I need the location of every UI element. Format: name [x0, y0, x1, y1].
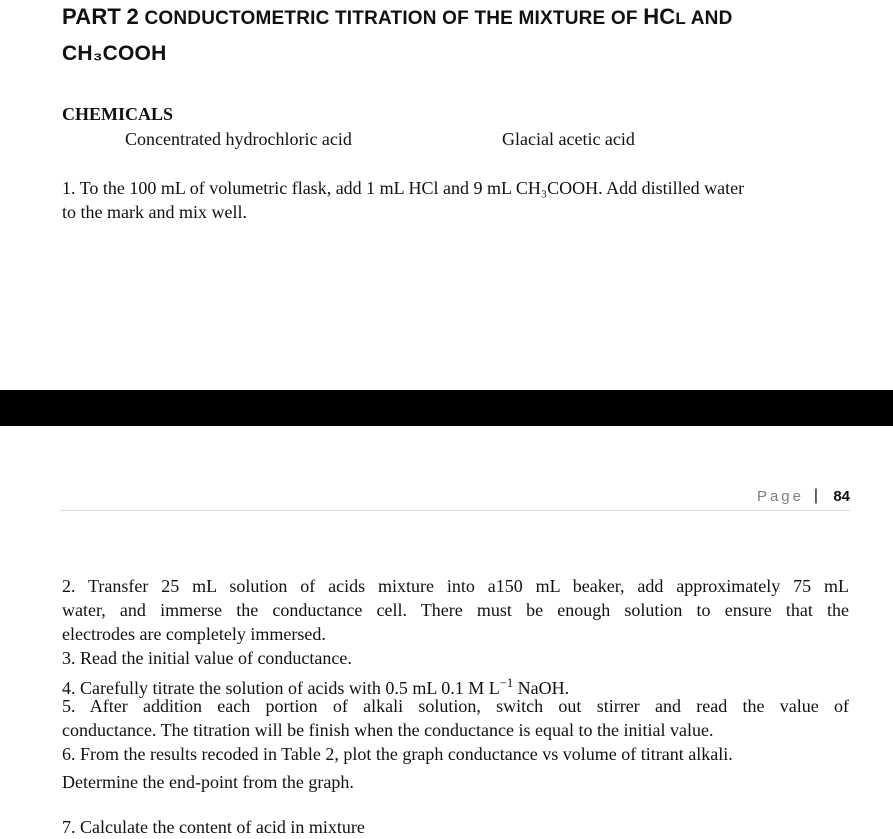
heading-part-number: 2 [126, 4, 139, 29]
step-6-line-1: 6. From the results recoded in Table 2, plot the graph conductance vs volume of titrant alkali. [62, 744, 733, 764]
chemical-item-acetic: Glacial acetic acid [502, 129, 635, 149]
page-number: 84 [833, 488, 850, 505]
section-heading-line1 [62, 4, 733, 30]
step-6-line-2: Determine the end-point from the graph. [62, 772, 354, 792]
step-2-line-1: 2. Transfer 25 mL solution of acids mixture into a150 mL beaker, add approximately 75 mL [62, 576, 849, 596]
heading-and: AND [690, 8, 733, 29]
step-2-line-3: electrodes are completely immersed. [62, 624, 326, 644]
heading-hcl-small: L [675, 9, 686, 28]
heading-title: CONDUCTOMETRIC TITRATION OF THE MIXTURE OF [144, 8, 638, 29]
page-label: Page [756, 488, 804, 505]
step-4-reagent: NaOH. [513, 678, 570, 698]
step-2-line-2: water, and immerse the conductance cell. There must be enough solution to ensure that the [62, 600, 849, 620]
step-1-line-1: 1. To the 100 mL of volumetric flask, add 1 mL HCl and 9 mL CH₃COOH. Add distilled water [62, 178, 745, 198]
page-footer [60, 486, 850, 511]
heading-part-word: PART [62, 4, 122, 29]
step-1-line-2: to the mark and mix well. [62, 202, 247, 222]
section-heading-line2: CH₃COOH [62, 42, 167, 65]
chemicals-label: CHEMICALS [62, 104, 174, 124]
step-4-superscript: −1 [499, 676, 514, 690]
step-3: 3. Read the initial value of conductance. [62, 648, 352, 668]
step-4-text: 4. Carefully titrate the solution of acids with 0.5 mL 0.1 M L [62, 678, 500, 698]
step-5-line-2: conductance. The titration will be finish when the conductance is equal to the initial value. [62, 720, 714, 740]
page-break-band [0, 390, 893, 426]
chemical-item-hcl: Concentrated hydrochloric acid [125, 129, 352, 149]
page-separator: | [813, 487, 818, 504]
heading-hcl: HC [643, 4, 676, 29]
step-7: 7. Calculate the content of acid in mixture [62, 817, 365, 837]
step-5-line-1: 5. After addition each portion of alkali solution, switch out stirrer and read the value of [62, 696, 849, 716]
